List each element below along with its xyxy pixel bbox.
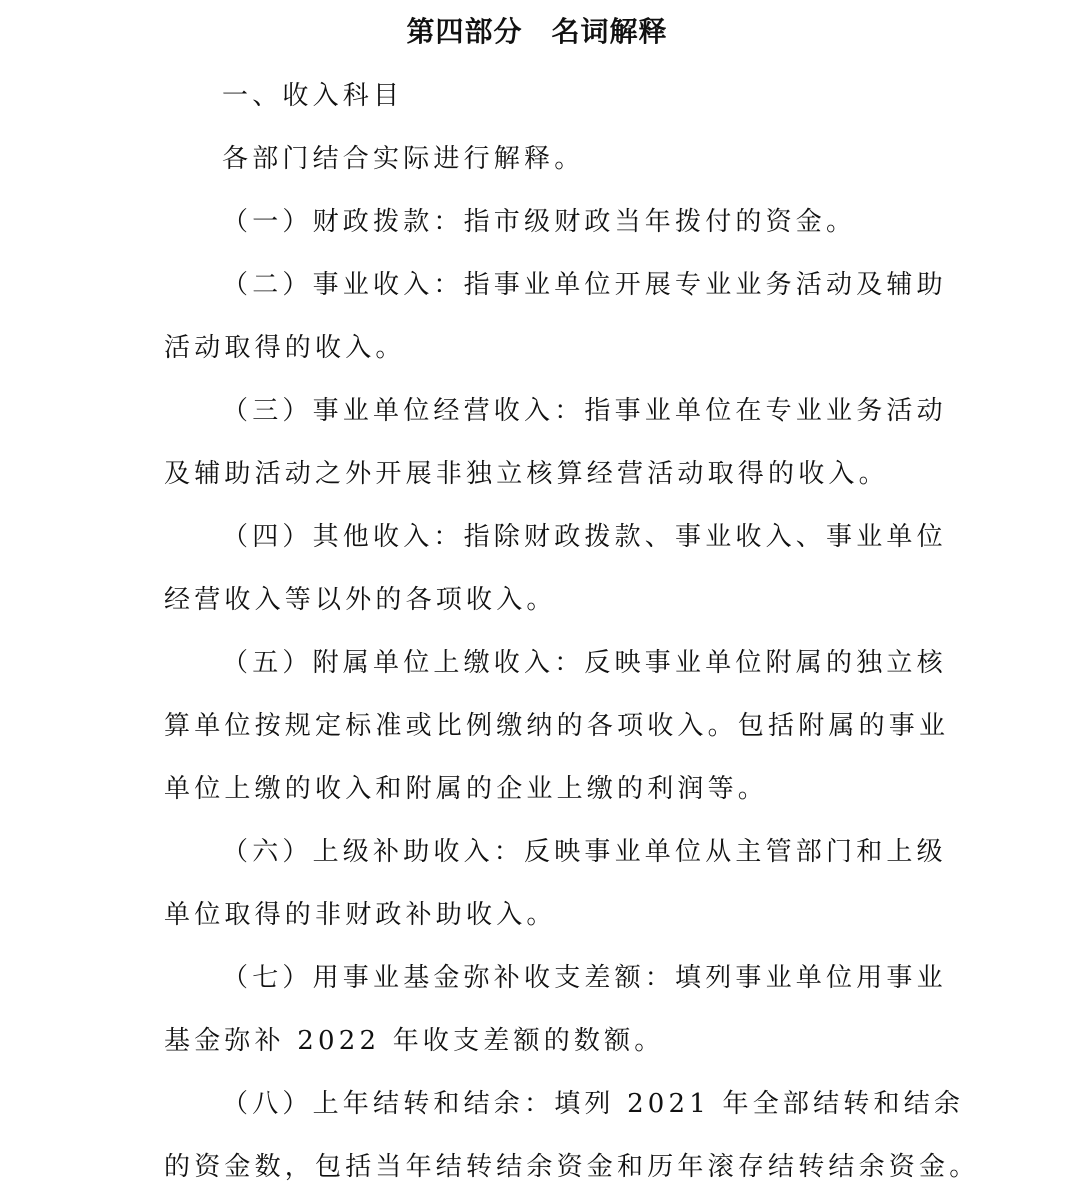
item-2-line-2: 活动取得的收入。 — [164, 333, 406, 363]
item-1-line-1: （一）财政拨款：指市级财政当年拨付的资金。 — [222, 207, 857, 237]
item-5-line-3: 单位上缴的收入和附属的企业上缴的利润等。 — [164, 774, 769, 804]
item-7-line-1: （七）用事业基金弥补收支差额：填列事业单位用事业 — [222, 963, 947, 993]
page-title: 第四部分 名词解释 — [406, 15, 668, 48]
item-6-line-2: 单位取得的非财政补助收入。 — [164, 900, 557, 930]
item-5-line-1: （五）附属单位上缴收入：反映事业单位附属的独立核 — [222, 648, 947, 678]
section-heading: 一、收入科目 — [222, 81, 404, 111]
item-7-line-2: 基金弥补 2022 年收支差额的数额。 — [164, 1026, 665, 1056]
item-5-line-2: 算单位按规定标准或比例缴纳的各项收入。包括附属的事业 — [164, 711, 950, 741]
item-3-line-2: 及辅助活动之外开展非独立核算经营活动取得的收入。 — [164, 459, 889, 489]
item-4-line-1: （四）其他收入：指除财政拨款、事业收入、事业单位 — [222, 522, 947, 552]
item-8-line-2: 的资金数，包括当年结转结余资金和历年滚存结转结余资金。 — [164, 1152, 980, 1182]
item-8-line-1: （八）上年结转和结余：填列 2021 年全部结转和结余 — [222, 1089, 965, 1119]
intro-paragraph: 各部门结合实际进行解释。 — [222, 144, 585, 174]
item-6-line-1: （六）上级补助收入：反映事业单位从主管部门和上级 — [222, 837, 947, 867]
item-2-line-1: （二）事业收入：指事业单位开展专业业务活动及辅助 — [222, 270, 947, 300]
item-3-line-1: （三）事业单位经营收入：指事业单位在专业业务活动 — [222, 396, 947, 426]
item-4-line-2: 经营收入等以外的各项收入。 — [164, 585, 557, 615]
